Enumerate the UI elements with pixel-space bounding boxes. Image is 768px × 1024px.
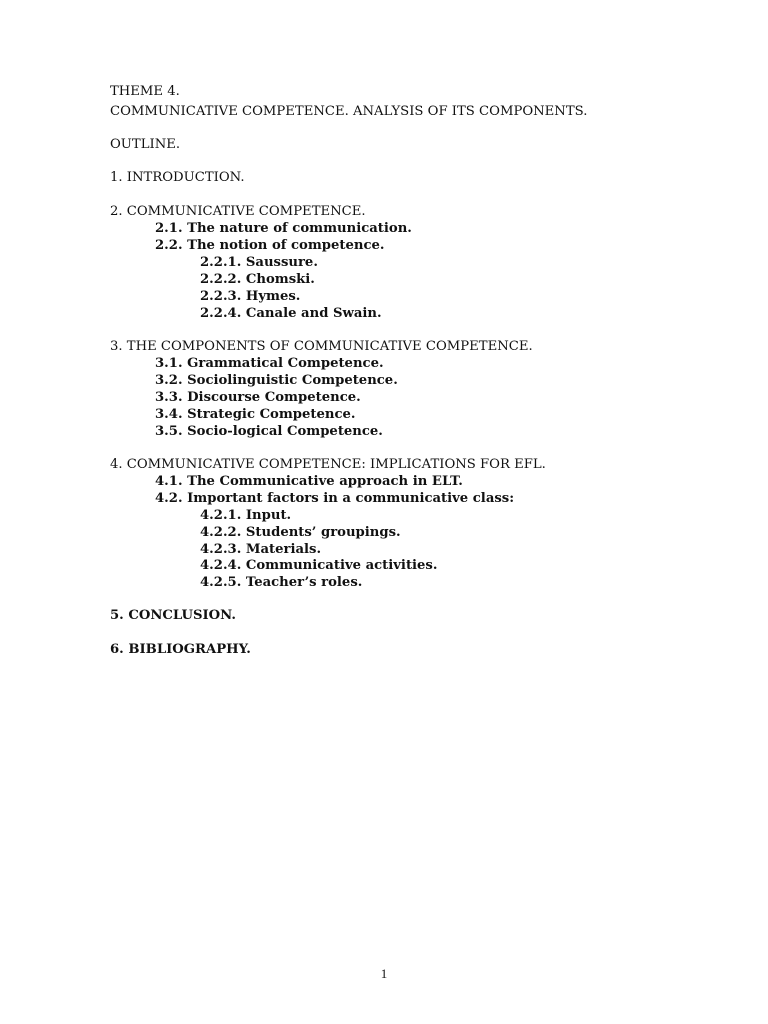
outline-item-4-2-3: 4.2.3. Materials. — [200, 542, 322, 557]
outline-item-1: 1. INTRODUCTION. — [110, 170, 245, 185]
outline-item-2-2: 2.2. The notion of competence. — [155, 238, 385, 253]
outline-heading: OUTLINE. — [110, 137, 181, 152]
outline-item-3-4: 3.4. Strategic Competence. — [155, 407, 356, 422]
outline-item-4-1: 4.1. The Communicative approach in ELT. — [155, 474, 463, 489]
outline-item-3-3: 3.3. Discourse Competence. — [155, 390, 361, 405]
outline-item-2-2-3: 2.2.3. Hymes. — [200, 289, 301, 304]
outline-item-2-2-4: 2.2.4. Canale and Swain. — [200, 306, 382, 321]
outline-item-3: 3. THE COMPONENTS OF COMMUNICATIVE COMPETENCE. — [110, 339, 533, 354]
outline-item-4-2: 4.2. Important factors in a communicative class: — [155, 491, 515, 506]
outline-item-6: 6. BIBLIOGRAPHY. — [110, 642, 251, 657]
outline-item-4-2-5: 4.2.5. Teacher’s roles. — [200, 575, 363, 590]
outline-item-4-2-1: 4.2.1. Input. — [200, 508, 292, 523]
outline-item-2: 2. COMMUNICATIVE COMPETENCE. — [110, 204, 366, 219]
outline-item-2-1: 2.1. The nature of communication. — [155, 221, 412, 236]
outline-item-2-2-1: 2.2.1. Saussure. — [200, 255, 318, 270]
outline-item-3-2: 3.2. Sociolinguistic Competence. — [155, 373, 398, 388]
outline-item-4-2-2: 4.2.2. Students’ groupings. — [200, 525, 401, 540]
document-title: COMMUNICATIVE COMPETENCE. ANALYSIS OF ITS COMPONENTS. — [110, 104, 588, 119]
outline-item-5: 5. CONCLUSION. — [110, 608, 236, 623]
outline-item-3-1: 3.1. Grammatical Competence. — [155, 356, 384, 371]
outline-item-4: 4. COMMUNICATIVE COMPETENCE: IMPLICATIONS FOR EFL. — [110, 457, 546, 472]
outline-item-4-2-4: 4.2.4. Communicative activities. — [200, 558, 438, 573]
outline-item-3-5: 3.5. Socio-logical Competence. — [155, 424, 383, 439]
outline-item-2-2-2: 2.2.2. Chomski. — [200, 272, 315, 287]
theme-label: THEME 4. — [110, 84, 180, 99]
page-number: 1 — [380, 966, 388, 981]
